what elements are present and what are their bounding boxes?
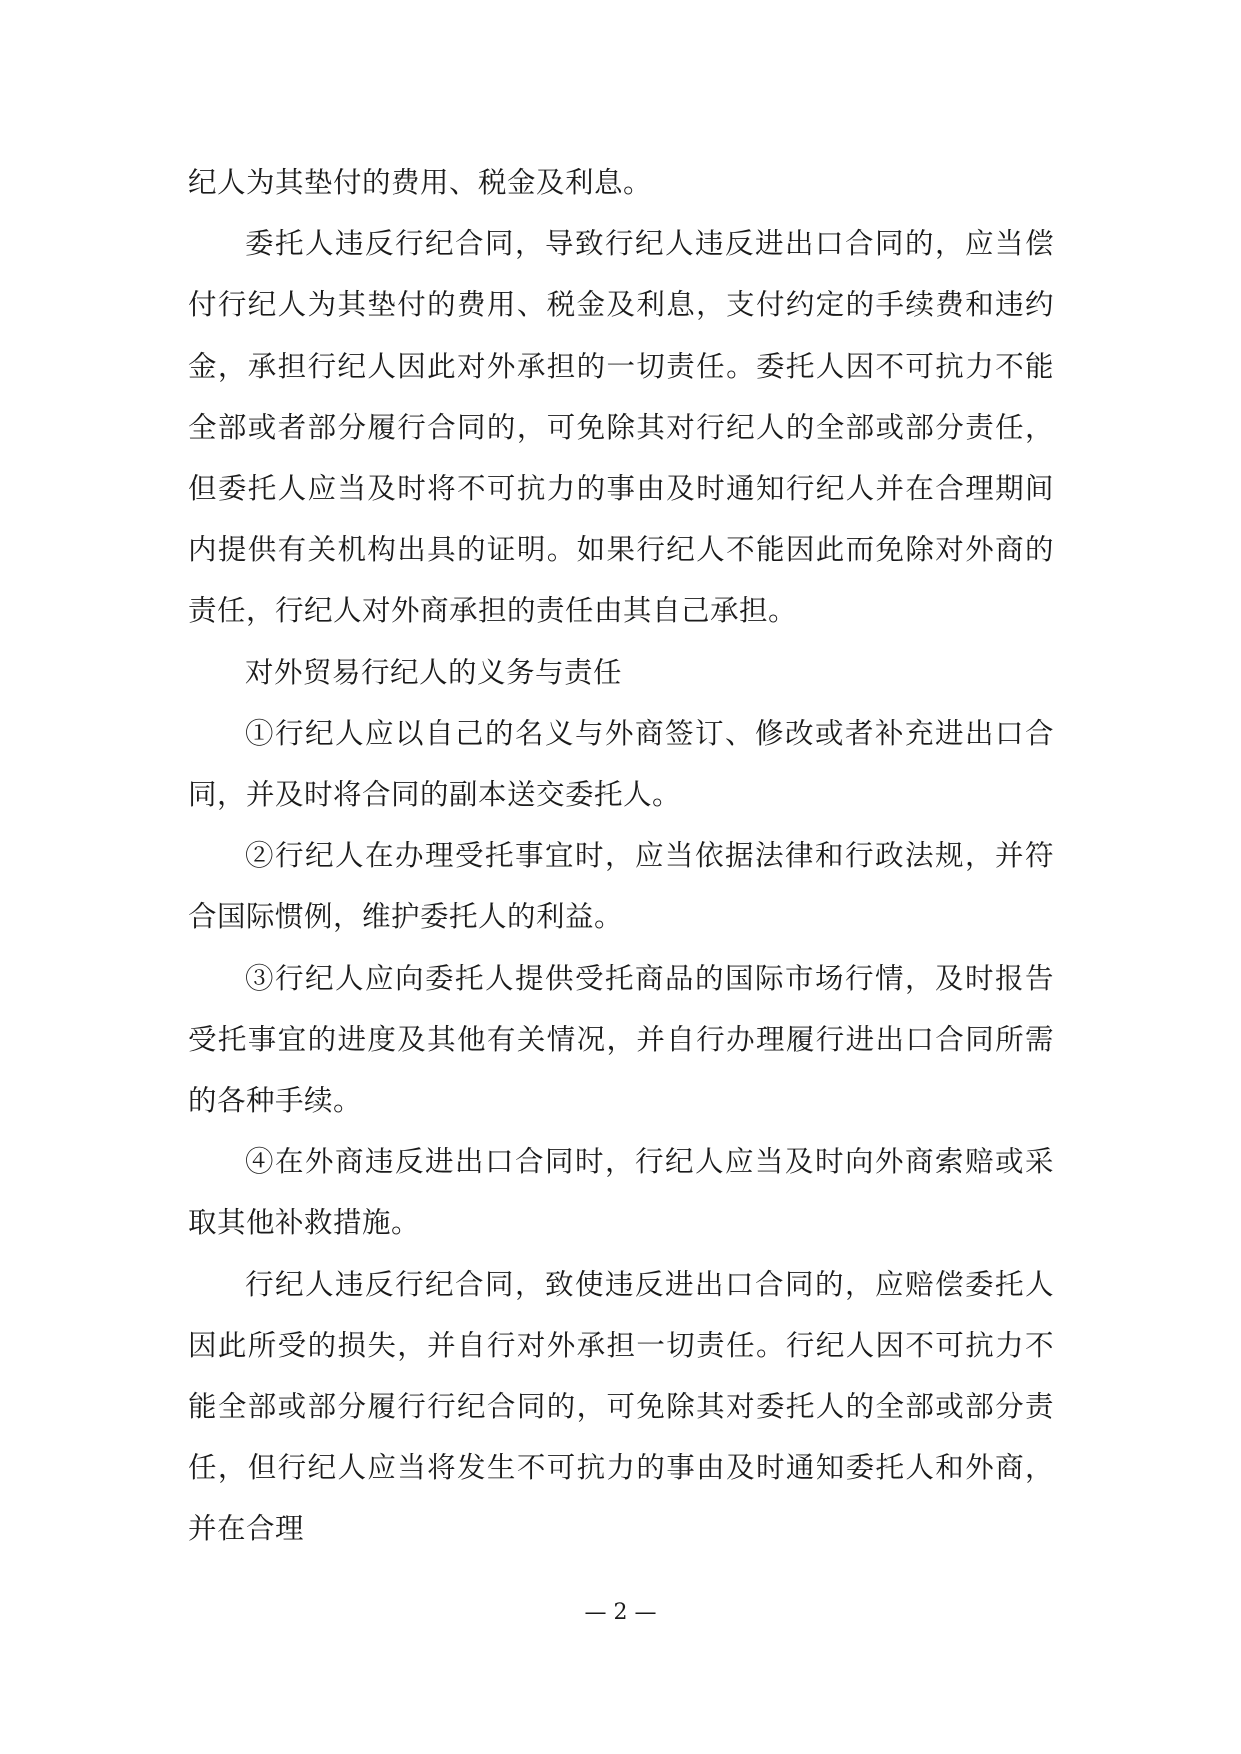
- document-body: [188, 152, 1054, 1560]
- obligation-item-2: ②行纪人在办理受托事宜时，应当依据法律和行政法规，并符合国际惯例，维护委托人的利益。: [188, 839, 1054, 934]
- paragraph-principal-breach: 委托人违反行纪合同，导致行纪人违反进出口合同的，应当偿付行纪人为其垫付的费用、税金及利息，支付约定的手续费和违约金，承担行纪人因此对外承担的一切责任。委托人因不可抗力不能全部或者部分履行合同的，可免除其对行纪人的全部或部分责任，但委托人应当及时将不可抗力的事由及时通知行纪人并在合理期间内提供有关机构出具的证明。如果行纪人不能因此而免除对外商的责任，行纪人对外商承担的责任由其自己承担。: [188, 227, 1054, 628]
- section-heading: 对外贸易行纪人的义务与责任: [245, 655, 623, 689]
- obligation-item-3: ③行纪人应向委托人提供受托商品的国际市场行情，及时报告受托事宜的进度及其他有关情况，并自行办理履行进出口合同所需的各种手续。: [188, 961, 1054, 1118]
- paragraph-agent-breach: 行纪人违反行纪合同，致使违反进出口合同的，应赔偿委托人因此所受的损失，并自行对外承担一切责任。行纪人因不可抗力不能全部或部分履行行纪合同的，可免除其对委托人的全部或部分责任，但行纪人应当将发生不可抗力的事由及时通知委托人和外商，并在合理: [188, 1267, 1054, 1546]
- obligation-item-1: ①行纪人应以自己的名义与外商签订、修改或者补充进出口合同，并及时将合同的副本送交委托人。: [188, 716, 1054, 812]
- page-number: — 2 —: [584, 1600, 657, 1625]
- obligation-item-4: ④在外商违反进出口合同时，行纪人应当及时向外商索赔或采取其他补救措施。: [188, 1145, 1054, 1240]
- paragraph-continued: 纪人为其垫付的费用、税金及利息。: [188, 166, 653, 199]
